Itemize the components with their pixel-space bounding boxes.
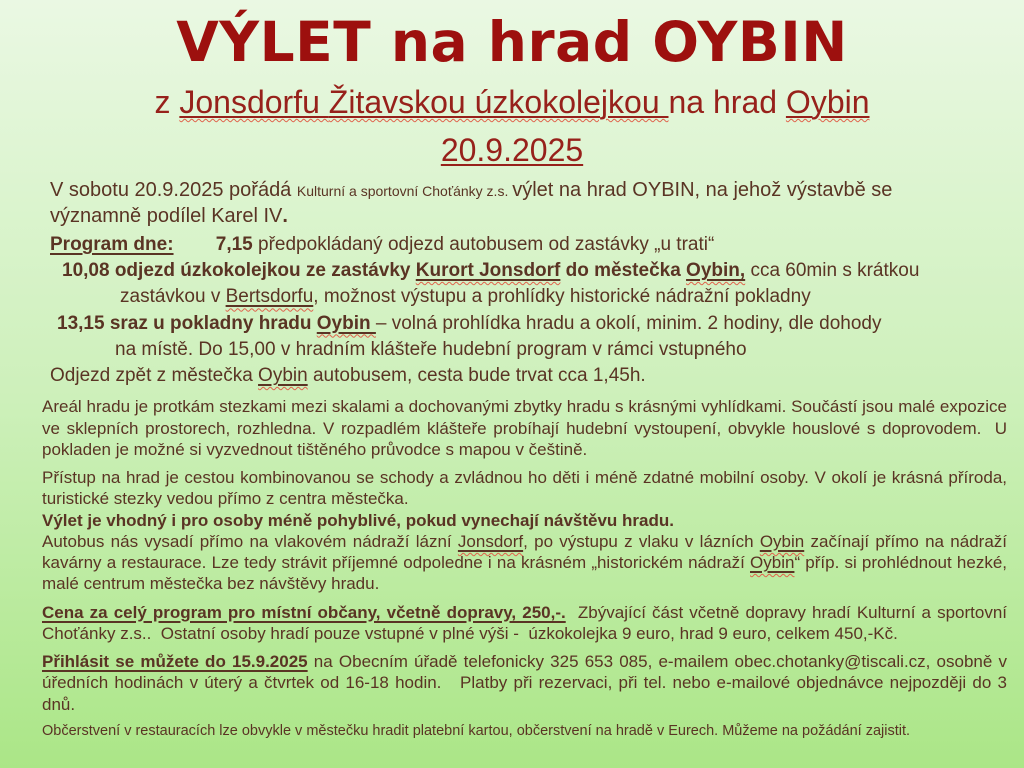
spellcheck-marked-word: Oybin [759,531,805,551]
text-segment: 10,08 odjezd úzkokolejkou ze zastávky [62,260,416,282]
text-segment [174,234,216,255]
text-segment: Občerstvení v restauracích lze obvykle v městečku hradit platební kartou, občerstvení na hradě v Eurech. Můžeme na požádání zajistit. [42,722,911,739]
program-line-1315-cont [115,337,1004,363]
text-segment: , možnost výstupu a prohlídky historické nádražní pokladny [313,286,811,308]
text-segment [226,286,314,307]
text-segment: z [154,83,180,120]
text-segment: na místě. Do 15,00 v hradním klášteře hudební program v rámci vstupného [115,338,747,360]
text-segment: Kulturní a sportovní Choťánky z.s. [296,182,513,199]
text-segment [786,84,870,120]
text-segment: Přístup na hrad je cestou kombinovanou se schody a zvládnou ho děti i méně zdatné mobilní osoby. V okolí je krásná příroda, turistické stezky vedou přímo z centra městečka. [42,468,1012,509]
text-segment: Areál hradu je protkám stezkami mezi skalami a dochovanými zbytky hradu s krásnými vyhlídkami. Součástí jsou malé expozice ve sklepních prostorech, rozhledna. V rozpadlém klášteře probíhají hudební vystoupení, obvykle houslové s doprovodem. U pokladen je možné si vyzvednout tištěného průvodce s mapou v češtině. [42,397,1012,459]
text-segment: na Obecním úřadě telefonicky 325 653 085, e-mailem obec.chotanky@tiscali.cz, osobně v úředních hodinách v úterý a čtvrtek od 16-18 hodin. Platby při rezervaci, při tel. nebo e-mailové objednávce nejpozději do 3 dnů. [42,652,1012,714]
spellcheck-marked-word: Žitavskou úzkokolejkou [328,83,669,120]
text-segment: 7,15 [215,233,253,255]
text-segment [458,532,523,551]
date-line [0,130,1024,170]
text-segment: na hrad [668,83,786,120]
spellcheck-marked-word: Oybin [785,83,870,120]
subtitle [0,82,1024,122]
text-segment: , po výstupu z vlaku v lázních [523,531,760,551]
spellcheck-marked-word: Oybin, [686,260,746,282]
text-segment: cca 60min s krátkou [745,260,920,282]
text-segment [179,84,328,120]
access-paragraph [42,467,1012,510]
text-segment: zastávkou v [120,286,226,308]
spellcheck-marked-word: Oybin [316,312,376,334]
text-segment: výlet na hrad OYBIN, na jehož výstavbě se významně podílel Karel IV [50,178,898,228]
text-segment [258,365,308,386]
refreshments-paragraph [42,722,1009,741]
text-segment: autobusem, cesta bude trvat cca 1,45h. [307,365,646,387]
intro-paragraph [50,177,972,230]
spellcheck-marked-word: Oybin [258,365,308,387]
text-segment: Program dne: [50,233,174,255]
spellcheck-marked-word: Oybin [750,553,795,572]
program-heading-line [50,232,1004,258]
text-segment: – volná prohlídka hradu a okolí, minim. 2 hodiny, dle dohody [375,312,882,334]
program-line-1315 [57,311,1004,337]
text-segment: . [282,205,288,228]
spellcheck-marked-word: Jonsdorf [457,531,524,551]
text-segment: Odjezd zpět z městečka [50,365,259,387]
text-segment: Výlet je vhodný i pro osoby méně pohyblivé, pokud vynechají návštěvu hradu. [42,510,674,530]
text-segment [329,84,669,120]
text-segment: předpokládaný odjezd autobusem od zastávky „u trati“ [252,233,715,255]
text-segment: Zbývající část včetně dopravy hradí Kulturní a sportovní Choťánky z.s.. Ostatní osoby hradí pouze vstupné v plné výši - úzkokolejka 9 euro, hrad 9 euro, celkem 450,-Kč. [42,602,1012,643]
program-line-return [50,363,1004,389]
text-segment [760,532,804,551]
program-line-1008 [62,258,1004,284]
text-segment [416,260,561,281]
text-segment: Autobus nás vysadí přímo na vlakovém nádraží lázní [42,531,458,551]
castle-area-paragraph [42,396,1012,460]
price-paragraph [42,602,1012,645]
page-title: VÝLET na hrad OYBIN [176,10,848,74]
text-segment [750,553,794,572]
registration-paragraph [42,651,1012,715]
text-segment: Cena za celý program pro místní občany, včetně dopravy, 250,-. [42,602,566,622]
flyer-content [0,82,1024,741]
text-segment [686,260,745,281]
text-segment: Přihlásit se můžete do 15.9.2025 [42,652,308,671]
text-segment: 13,15 sraz u pokladny hradu [57,312,317,334]
spellcheck-marked-word: Kurort Jonsdorf [415,260,561,282]
spellcheck-marked-word: Bertsdorfu [225,286,314,308]
text-segment: V sobotu 20.9.2025 pořádá [50,178,297,201]
spellcheck-marked-word: Jonsdorfu [179,83,329,120]
text-segment: do městečka [560,260,687,282]
bus-paragraph [42,531,1012,595]
text-segment: “ příp. si prohlédnout hezké, malé centrum městečka bez návštěvy hradu. [42,553,1012,594]
program-line-1008-cont [120,284,1004,310]
text-segment: 20.9.2025 [440,131,584,168]
text-segment [317,313,376,334]
suitability-line [42,510,1007,531]
text-segment: začínají přímo na nádraží kavárny a restaurace. Lze tedy strávit příjemné odpoledne i na krásném „historickém nádraží [42,531,1012,572]
